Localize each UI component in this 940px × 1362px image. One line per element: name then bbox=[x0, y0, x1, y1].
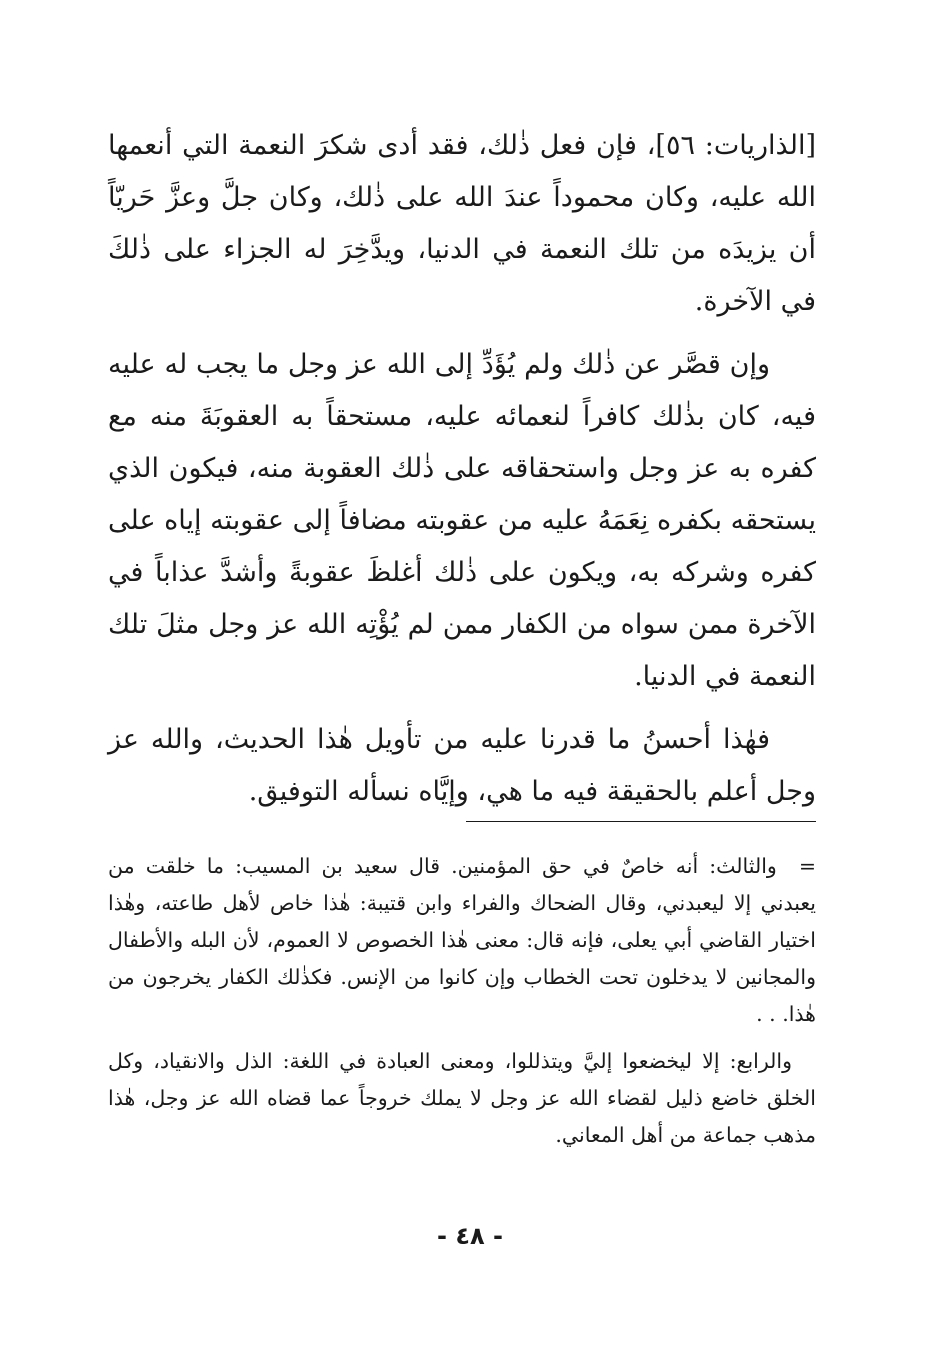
footnotes bbox=[108, 848, 816, 1164]
page-number: - ٤٨ - bbox=[437, 1222, 503, 1250]
main-paragraph-3: فهٰذا أحسنُ ما قدرنا عليه من تأويل هٰذا الحديث، والله عز وجل أعلم بالحقيقة فيه ما هي، وإيَّاه نسأله التوفيق. bbox=[108, 724, 816, 807]
footnote-divider bbox=[466, 821, 816, 822]
main-text-body bbox=[108, 120, 816, 829]
main-paragraph-2: وإن قصَّر عن ذٰلك ولم يُؤَدِّ إلى الله عز وجل ما يجب له عليه فيه، كان بذٰلك كافراً لنعمائه عليه، مستحقاً به العقوبَةَ منه مع كفره به عز وجل واستحقاقه على ذٰلك العقوبة منه، فيكون الذي يستحقه بكفره نِعَمَهُ عليه من عقوبته مضافاً إلى عقوبته إياه على كفره وشركه به، ويكون على ذٰلك أغلظَ عقوبةً وأشدَّ عذاباً في الآخرة ممن سواه من الكفار ممن لم يُؤْتِه الله عز وجل مثلَ تلك النعمة في الدنيا. bbox=[108, 349, 816, 692]
footnote-continuation-mark: = bbox=[798, 854, 816, 878]
main-paragraph-1: [الذاريات: ٥٦]، فإن فعل ذٰلك، فقد أدى شكرَ النعمة التي أنعمها الله عليه، وكان محموداً عندَ الله على ذٰلك، وكان جلَّ وعزَّ حَريّاً أن يزيدَه من تلك النعمة في الدنيا، ويدَّخِرَ له الجزاء على ذٰلكَ في الآخرة. bbox=[108, 130, 816, 317]
footnote-paragraph-2: والرابع: إلا ليخضعوا إليَّ ويتذللوا، ومعنى العبادة في اللغة: الذل والانقياد، وكل الخلق خاضع ذليل لقضاء الله عز وجل لا يملك خروجاً عما قضاه الله عز وجل، هٰذا مذهب جماعة من أهل المعاني. bbox=[108, 1049, 816, 1147]
footnote-paragraph-1-text: والثالث: أنه خاصٌ في حق المؤمنين. قال سعيد بن المسيب: ما خلقت من يعبدني إلا ليعبدني، وقال الضحاك والفراء وابن قتيبة: هٰذا خاص لأهل طاعته، وهٰذا اختيار القاضي أبي يعلى، فإنه قال: معنى هٰذا الخصوص لا العموم، لأن البله والأطفال والمجانين لا يدخلون تحت الخطاب وإن كانوا من الإنس. فكذٰلك الكفار يخرجون من هٰذا. . . bbox=[108, 854, 816, 1026]
footnote-paragraph-1 bbox=[108, 848, 816, 1033]
